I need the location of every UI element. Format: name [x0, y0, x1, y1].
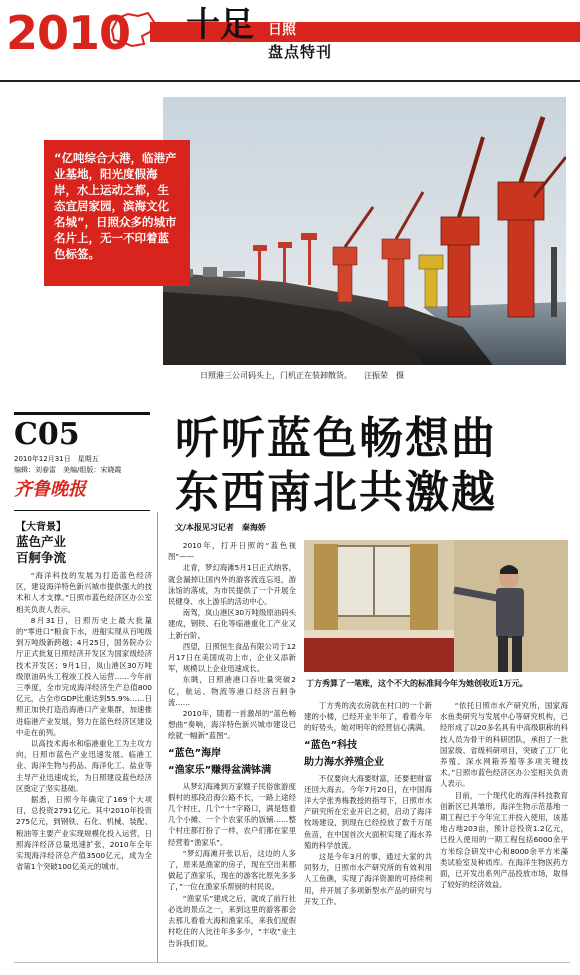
- sidebar-title: [16, 534, 66, 566]
- sidebar-tag: 【大背景】: [16, 522, 66, 533]
- masthead-special: 盘点特刊: [268, 43, 333, 61]
- sidebar-paragraph: 据悉，日照今年确定了169个大项目，总投资2791亿元。其中2010年投资275亿元，到钢铁、石化、机械、装配、粮油等主要产业实现规模化投入运营，日照海洋经济总量迅速扩张，2010年全年实现海洋经济总产值3500亿元，成为全省第1个突破100亿美元的城市。: [16, 795, 152, 872]
- masthead-year: 2010: [6, 6, 131, 60]
- article-paragraph: 2010年，随着一首激昂的“蓝色畅想曲”奏响，海洋特色新兴城市建设已绘就一幅新“蓝图”。: [168, 709, 296, 741]
- article-paragraph: 西望，日照恒生食品有限公司于12月17日在美国成功上市，企业又添新军，规模以上企业迅速成长。: [168, 641, 296, 674]
- photo-caption: 日照港三公司码头上，门机正在装卸散货。 汪振荣 摄: [200, 371, 404, 380]
- article-paragraph: 这是今年3月的事，通过大家的共同努力，日照市水产研究所的有效利用人工鱼礁，实现了海洋资源的可持续利用，并开展了多项新型水产品的研究与开发工作。: [304, 852, 432, 906]
- article-subhead: “蓝色”海岸: [168, 747, 222, 759]
- section-date: 2010年12月31日 星期五: [14, 455, 99, 463]
- headline-line1: 听听蓝色畅想曲: [175, 413, 497, 464]
- article-column-1: [168, 540, 296, 960]
- photo2-caption: 丁方秀算了一笔账，这个不大的标准间今年为她创收近1万元。: [306, 679, 528, 688]
- article-column-2: [304, 700, 432, 960]
- room-photo: [304, 540, 568, 672]
- masthead: [0, 0, 580, 78]
- sidebar-title-line2: 百舸争流: [16, 550, 67, 565]
- masthead-rule: [0, 80, 580, 82]
- newspaper-logo: 齐鲁晚报: [14, 479, 86, 500]
- article-paragraph: 南驾，岚山港区30万吨级原油码头建成，钢铁、石化等临港重化工产业又上新台阶。: [168, 608, 296, 640]
- masthead-city: 日照: [268, 22, 296, 38]
- article-paragraph: 丁方秀的洗衣房就在村口的一个新建的小楼，已经开业半年了，看着今年的好势头，她对明年的经营信心满满。: [304, 701, 432, 733]
- sidebar-title-line1: 蓝色产业: [16, 534, 67, 549]
- article-paragraph: “梦幻海滩开张以后，这边的人多了，原来是渔家的房子，现在空出来都做起了渔家乐，现在的游客比原先多多了，”一位在渔家乐帮厨的村民说。: [168, 848, 296, 892]
- sidebar-paragraph: “海洋科技的发展为打造蓝色经济区，建设海洋特色新兴城市提供强大的技术和人才支撑。”日照市蓝色经济区办公室相关负责人表示。: [16, 571, 152, 614]
- article-paragraph: 目前，一个现代化的海洋科技教育创新区已具雏形。海洋生物示范基地一期工程已于今年完工并投入使用，该基地占地203亩，预计总投资1.2亿元，已投入使用的一期工程包括6000余平方米综合研发中心和8000余平方米藻类试验室及种质库。在海洋生物医药方面，已开发出系列产品投放市场，取得了较好的经济效益。: [440, 790, 568, 890]
- section-rule: [14, 412, 150, 415]
- headline-line2: 东西南北共激越: [175, 467, 497, 518]
- article-paragraph: 2010年，打开日照的“蓝色视图”——: [168, 541, 296, 562]
- byline: 文/本报见习记者 秦海娇: [175, 523, 266, 532]
- article-paragraph: 东眺，日照港港口吞吐量突破2亿，航运、物流等港口经济百舸争流……: [168, 675, 296, 707]
- sidebar-divider: [14, 510, 150, 511]
- article-paragraph: 不仅要向大海要财富，还要把财富还回大海去。今年7月20日，在中国海洋大学张秀梅教授的指导下，日照市水产研究所在宏业开启之初，启动了海洋牧场建设，到现在已经投放了数千万尾鱼苗，在中国首次大面积实现了海水养殖的科学放流。: [304, 773, 432, 850]
- article-paragraph: 北青，梦幻海滩5月1日正式纳客，就会漏掉让国内外的游客流连忘返，游泳馆的落成，为市民提供了一个开展全民健身、水上游乐的活动中心。: [168, 563, 296, 607]
- section-staff: 编辑：刘春雷 美编/组版：宋晓霞: [14, 466, 122, 474]
- article-paragraph: “依托日照市水产研究所，国家海水鱼类研究与发展中心等研究机构，已经形成了以20多名具有中高级职称的科技人员为骨干的科研团队，承担了一批国家级、省级科研项目，突破了工厂化养殖、深水网箱养殖等多项关键技术。”日照市蓝色经济区办公室相关负责人表示。: [440, 701, 568, 789]
- article-paragraph: 从梦幻海滩到万家嫂子民俗旅游度假村的那段沿海公路不长，一路上途经几个村庄，几个“十”字路口，满是悠着几个小摊、一个个农家乐的饭铺……整个村庄都打扮了一样，农户们都在家里经营着“渔家乐”。: [168, 781, 296, 847]
- section-id: C05: [14, 417, 80, 452]
- article-subhead: “蓝色”科技: [304, 739, 358, 751]
- harbor-photo: [163, 97, 566, 365]
- sidebar-body: [16, 570, 152, 872]
- article-subhead-2: “渔家乐”赚得盆满钵满: [168, 764, 272, 776]
- quote-text: “亿吨综合大港，临港产业基地，阳光度假海岸，水上运动之都，生态宜居家园，滨海文化名城”，日照众多的城市名片上，无一不印着蓝色标签。: [54, 151, 177, 261]
- bottom-rule: [14, 962, 570, 963]
- map-icon: [108, 10, 156, 48]
- article-subhead-2: 助力海水养殖企业: [304, 756, 384, 768]
- sidebar-vertical-rule: [157, 512, 158, 962]
- quote-box: [44, 140, 190, 286]
- article-paragraph: “渔家乐”建成之后，就成了前行社必选的景点之一，来到这里的游客都会去那儿看看大海和渔家乐，来我们度假村吃住的人比往年多多少，“丰收”业主告诉我们说。: [168, 893, 296, 948]
- sidebar-paragraph: 以高技术海水和临港重化工为主攻方向，日照市蓝色产业迅速发展。临港工业、海洋生物与药品、海洋化工、盐业等主导产业迅速成长，为日照建设蓝色经济区奠定了坚实基础。: [16, 739, 152, 793]
- sidebar-paragraph: 8月31日，日照历史上最大批量的“零进口”粮食下水，进船实现从百吨级到万吨级新跨越；4月25日，国务院办公厅正式批复日照经济开发区为国家级经济技术开发区；9月1日，岚山港区30万吨级原油码头工程竣工投入运营……今年前三季度，全市完成海洋经济生产总值800亿元，占全市GDP比重达到55.9%……日照正加快打造沿海港口产业集群，加速推进临港产业发展，努力在蓝色经济区建设中走在前列。: [16, 615, 152, 737]
- headline: [175, 412, 497, 520]
- masthead-brand: 十足: [186, 5, 254, 45]
- article-column-3: [440, 700, 568, 960]
